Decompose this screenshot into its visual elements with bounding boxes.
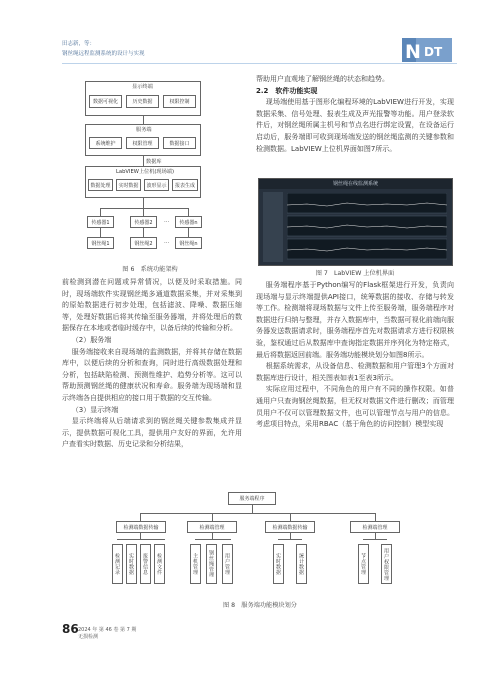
paragraph: 现场端使用基于图形化编程环境的LabVIEW进行开发，实现数据采集、信号处理、报表生成及声光报警等功能。用户登录软件后，对钢丝绳所属主机号和节点名进行绑定设置，在设备运行启动后，服务端即可收到现场端发送的钢丝绳监测的关键参数和检测数据。LabVIEW上位机界面如图7所示。 — [256, 98, 454, 153]
box-data-interface: 数据接口 — [163, 137, 196, 149]
group-label: 检测端数据传输 — [265, 521, 315, 533]
root-server-program: 服务端程序 — [228, 492, 276, 505]
rope-1: 钢丝绳1 — [87, 237, 114, 249]
screen-side-panel — [263, 192, 283, 262]
running-header-authors: 田志新，等： — [62, 41, 96, 47]
svg-text:N: N — [405, 41, 421, 62]
subheading-display-terminal: （3）显示终端 — [71, 405, 119, 414]
leaf-module: 节点管理 — [358, 544, 369, 584]
right-column-text-top — [256, 74, 454, 155]
leaf-module: 检测记录 — [112, 544, 123, 584]
box-permission-management: 权限管理 — [126, 137, 159, 149]
group-label: 检测端数据传输 — [116, 521, 166, 533]
footer-issue: 2024 年 第 46 卷 第 7 期 — [78, 627, 137, 633]
sensor-1: 传感器1 — [87, 216, 114, 228]
leaf-module: 报警信息 — [140, 544, 151, 584]
figure-6-architecture — [60, 72, 240, 262]
sensor-n: 传感器n — [175, 216, 202, 228]
figure-6-caption: 图 6 系统功能架构 — [122, 266, 178, 273]
subheading-server: （2）服务端 — [71, 335, 112, 344]
leaf-module: 用户权限管理 — [381, 544, 392, 584]
screen-waveform-plots — [287, 193, 447, 261]
server-label: 服务端 — [136, 127, 152, 133]
rope-ellipsis: … — [164, 239, 170, 245]
display-terminal-label: 显示终端 — [132, 84, 153, 90]
box-report-generation: 报表生成 — [172, 179, 198, 191]
box-system-maintenance: 系统维护 — [89, 137, 122, 149]
box-data-processing: 数据处理 — [88, 179, 113, 191]
paragraph: 帮助用户直观地了解钢丝绳的状态和趋势。 — [256, 75, 389, 83]
group-label: 检测端管理 — [187, 521, 237, 533]
box-data-visualization: 数据可视化 — [89, 95, 122, 108]
paragraph: 根据系统需求，从设备信息、检测数据和用户管理3个方面对数据库进行设计，相关图表如表1至表3所示。 — [256, 362, 454, 382]
sensor-ellipsis: … — [164, 218, 170, 224]
left-column-text — [62, 277, 242, 451]
svg-text:DT: DT — [424, 45, 443, 59]
labview-label: LabVIEW上位机(现场端) — [116, 169, 175, 175]
figure-7-caption: 图 7 LabVIEW 上位机界面 — [315, 270, 395, 277]
header-rule — [62, 63, 457, 64]
database-label: 数据库 — [146, 159, 162, 165]
leaf-module: 用户管理 — [222, 544, 233, 584]
leaf-module: 主机管理 — [190, 544, 201, 584]
page-number: 86 — [62, 622, 79, 636]
leaf-module: 检测文件 — [154, 544, 165, 584]
paragraph: 服务端接收来自现场端的监测数据，并将其存储在数据库中，以便后续的分析和查询，同时进行高级数据处理和分析，包括缺陷检测、预测性维护、趋势分析等。这可以帮助预测钢丝绳的健康状况和寿命。服务端为现场端和显示终端各自提供相应的接口用于数据的交互传输。 — [62, 347, 242, 402]
figure-8-caption: 图 8 服务端功能模块划分 — [223, 602, 297, 609]
box-permission-control: 权限控制 — [163, 95, 196, 108]
paragraph: 显示终端将从后端请求到的钢丝绳关键参数集成并显示，提供数据可视化工具，提供用户友好的界面，允许用户查看实时数据、历史记录和分析结果， — [62, 417, 242, 449]
leaf-module: 实时数据 — [126, 544, 137, 584]
group-label: 检测端管理 — [350, 521, 400, 533]
paragraph: 前检测到潜在问题或异常情况，以便及时采取措施。同时，现场端软件实现钢丝绳多通道数据采集，并对采集到的原始数据进行初步处理，包括滤波、降噪、数据压缩等，处理好数据后将其传输至服务器端，并将处理后的数据保存在本地或者临时缓存中，以备后续的传输和分析。 — [62, 278, 242, 333]
paragraph: 服务端程序基于Python编写的Flask框架进行开发，负责向现场端与显示终端提供API接口，统筹数据的接收、存储与转发等工作。检测端将现场数据与文件上传至服务端，服务端程序对数据进行归纳与整理，并存入数据库中，当数据可视化前端向服务器发送数据请求时，服务端程序首先对数据请求方进行权限核验，鉴权通过后从数据库中查询指定数据并序列化为特定格式，最后将数据返回前端。服务端功能模块划分如图8所示。 — [256, 281, 454, 359]
footer-journal: 无损检测 — [78, 634, 99, 640]
box-realtime-data: 实时数据 — [116, 179, 141, 191]
leaf-module: 实时数据 — [273, 544, 284, 584]
box-history-data: 历史数据 — [126, 95, 159, 108]
sensor-2: 传感器2 — [130, 216, 157, 228]
rope-2: 钢丝绳2 — [130, 237, 157, 249]
section-heading: 2.2 软件功能实现 — [256, 86, 318, 95]
screen-title: 钢丝绳在线监测系统 — [259, 179, 452, 189]
journal-logo — [402, 38, 452, 62]
figure-7-labview-screen — [258, 178, 453, 266]
right-column-text-bottom — [256, 280, 454, 431]
leaf-module: 统计数据 — [296, 544, 307, 584]
paragraph: 实际应用过程中，不同角色的用户有不同的操作权限。如普通用户只查询钢丝绳数据，但无权对数据文件进行删改；而管理员用户不仅可以管理数据文件，也可以管理节点与用户的信息。考虑项目特点，采用RBAC（基于角色的访问控制）模型实现 — [256, 385, 454, 429]
box-waveform-display: 波形显示 — [144, 179, 169, 191]
rope-n: 钢丝绳n — [175, 237, 202, 249]
leaf-module: 钢丝绳管理 — [206, 544, 217, 584]
figure-8-module-division — [110, 492, 410, 596]
running-header-title: 钢丝绳远程监测系统的设计与实现 — [62, 51, 145, 57]
